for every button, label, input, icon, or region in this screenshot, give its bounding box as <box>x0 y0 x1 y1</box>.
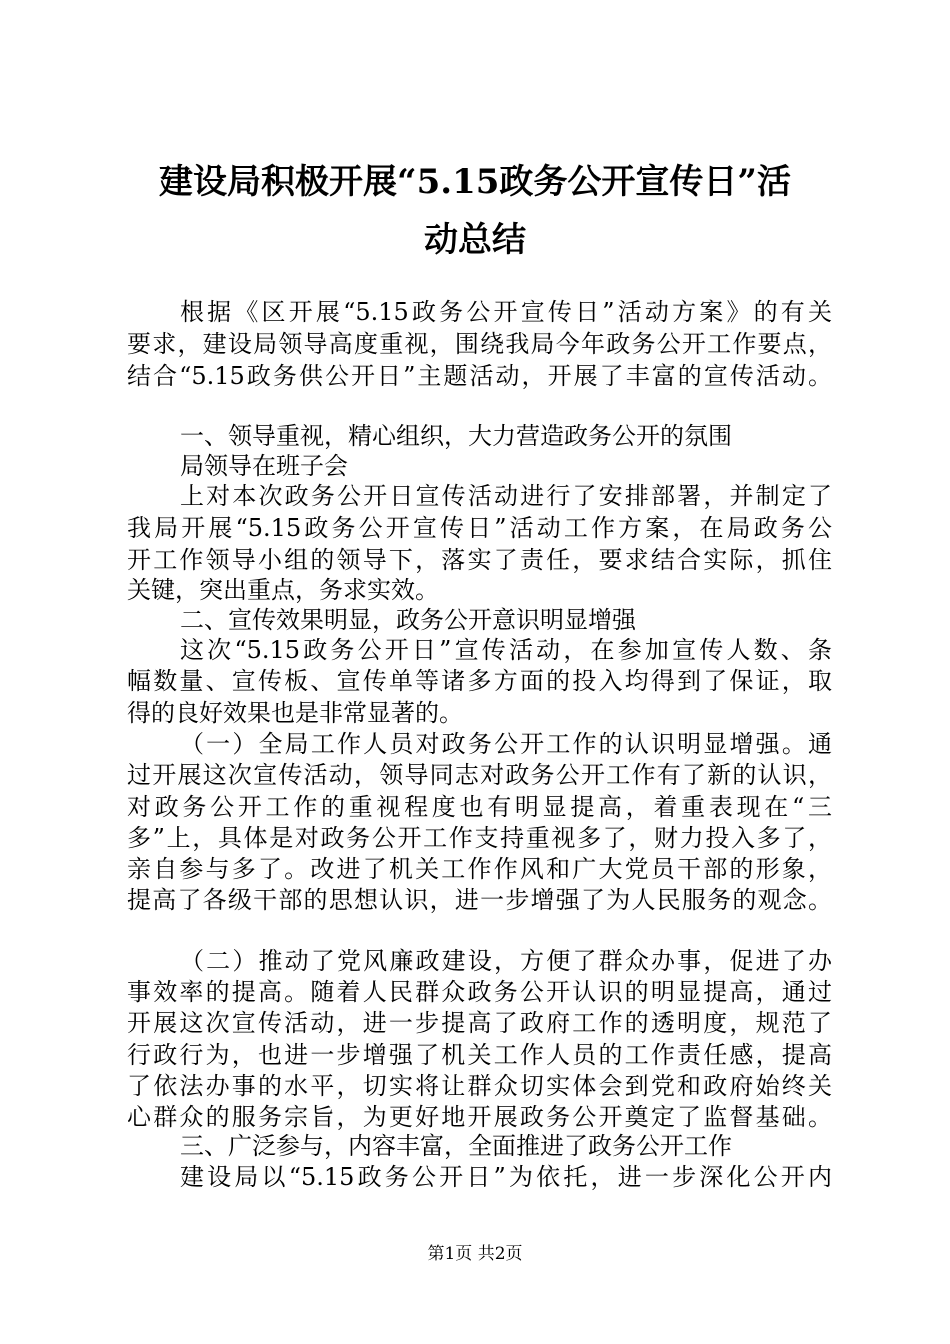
paragraph-line: 建设局以“5.15政务公开日”为依托，进一步深化公开内 <box>180 1163 832 1191</box>
paragraph-line: 根据《区开展“5.15政务公开宣传日”活动方案》的有关 <box>180 298 832 326</box>
section-heading: 二、宣传效果明显，政务公开意识明显增强 <box>180 606 636 634</box>
section-heading: 一、领导重视，精心组织，大力营造政务公开的氛围 <box>180 422 732 450</box>
paragraph-line: 开展这次宣传活动，进一步提高了政府工作的透明度，规范了 <box>127 1009 832 1037</box>
paragraph-line: （二）推动了党风廉政建设，方便了群众办事，促进了办 <box>180 947 832 975</box>
paragraph-line: 过开展这次宣传活动，领导同志对政务公开工作有了新的认识， <box>127 761 832 789</box>
paragraph-line: 对政务公开工作的重视程度也有明显提高，着重表现在“三 <box>127 793 832 821</box>
paragraph-line: 上对本次政务公开日宣传活动进行了安排部署，并制定了 <box>180 482 832 510</box>
section-heading: 三、广泛参与，内容丰富，全面推进了政务公开工作 <box>180 1132 732 1160</box>
paragraph-line: 这次“5.15政务公开日”宣传活动，在参加宣传人数、条 <box>180 636 832 664</box>
paragraph-line: 心群众的服务宗旨，为更好地开展政务公开奠定了监督基础。 <box>127 1103 832 1131</box>
paragraph-line: 局领导在班子会 <box>180 452 348 480</box>
paragraph-line: 了依法办事的水平，切实将让群众切实体会到党和政府始终关 <box>127 1072 832 1100</box>
paragraph-line: 行政行为，也进一步增强了机关工作人员的工作责任感，提高 <box>127 1041 832 1069</box>
page-number-footer: 第1页 共2页 <box>427 1244 523 1264</box>
paragraph-line: 关键，突出重点，务求实效。 <box>127 576 439 604</box>
paragraph-line: 开工作领导小组的领导下，落实了责任，要求结合实际，抓住 <box>127 546 832 574</box>
paragraph-line: 幅数量、宣传板、宣传单等诸多方面的投入均得到了保证，取 <box>127 667 832 695</box>
paragraph-line: 事效率的提高。随着人民群众政务公开认识的明显提高，通过 <box>127 978 832 1006</box>
paragraph-line: 多”上，具体是对政务公开工作支持重视多了，财力投入多了， <box>127 824 832 852</box>
paragraph-line: 我局开展“5.15政务公开宣传日”活动工作方案，在局政务公 <box>127 514 832 542</box>
paragraph-line: 结合“5.15政务供公开日”主题活动，开展了丰富的宣传活动。 <box>127 362 832 390</box>
paragraph-line: （一）全局工作人员对政务公开工作的认识明显增强。通 <box>180 730 832 758</box>
paragraph-line: 得的良好效果也是非常显著的。 <box>127 699 463 727</box>
paragraph-line: 要求，建设局领导高度重视，围绕我局今年政务公开工作要点， <box>127 330 832 358</box>
paragraph-line: 提高了各级干部的思想认识，进一步增强了为人民服务的观念。 <box>127 886 832 914</box>
paragraph-line: 亲自参与多了。改进了机关工作作风和广大党员干部的形象， <box>127 855 832 883</box>
document-title-line-2: 动总结 <box>424 220 526 260</box>
document-title-line-1: 建设局积极开展“5.15政务公开宣传日”活 <box>159 162 791 202</box>
